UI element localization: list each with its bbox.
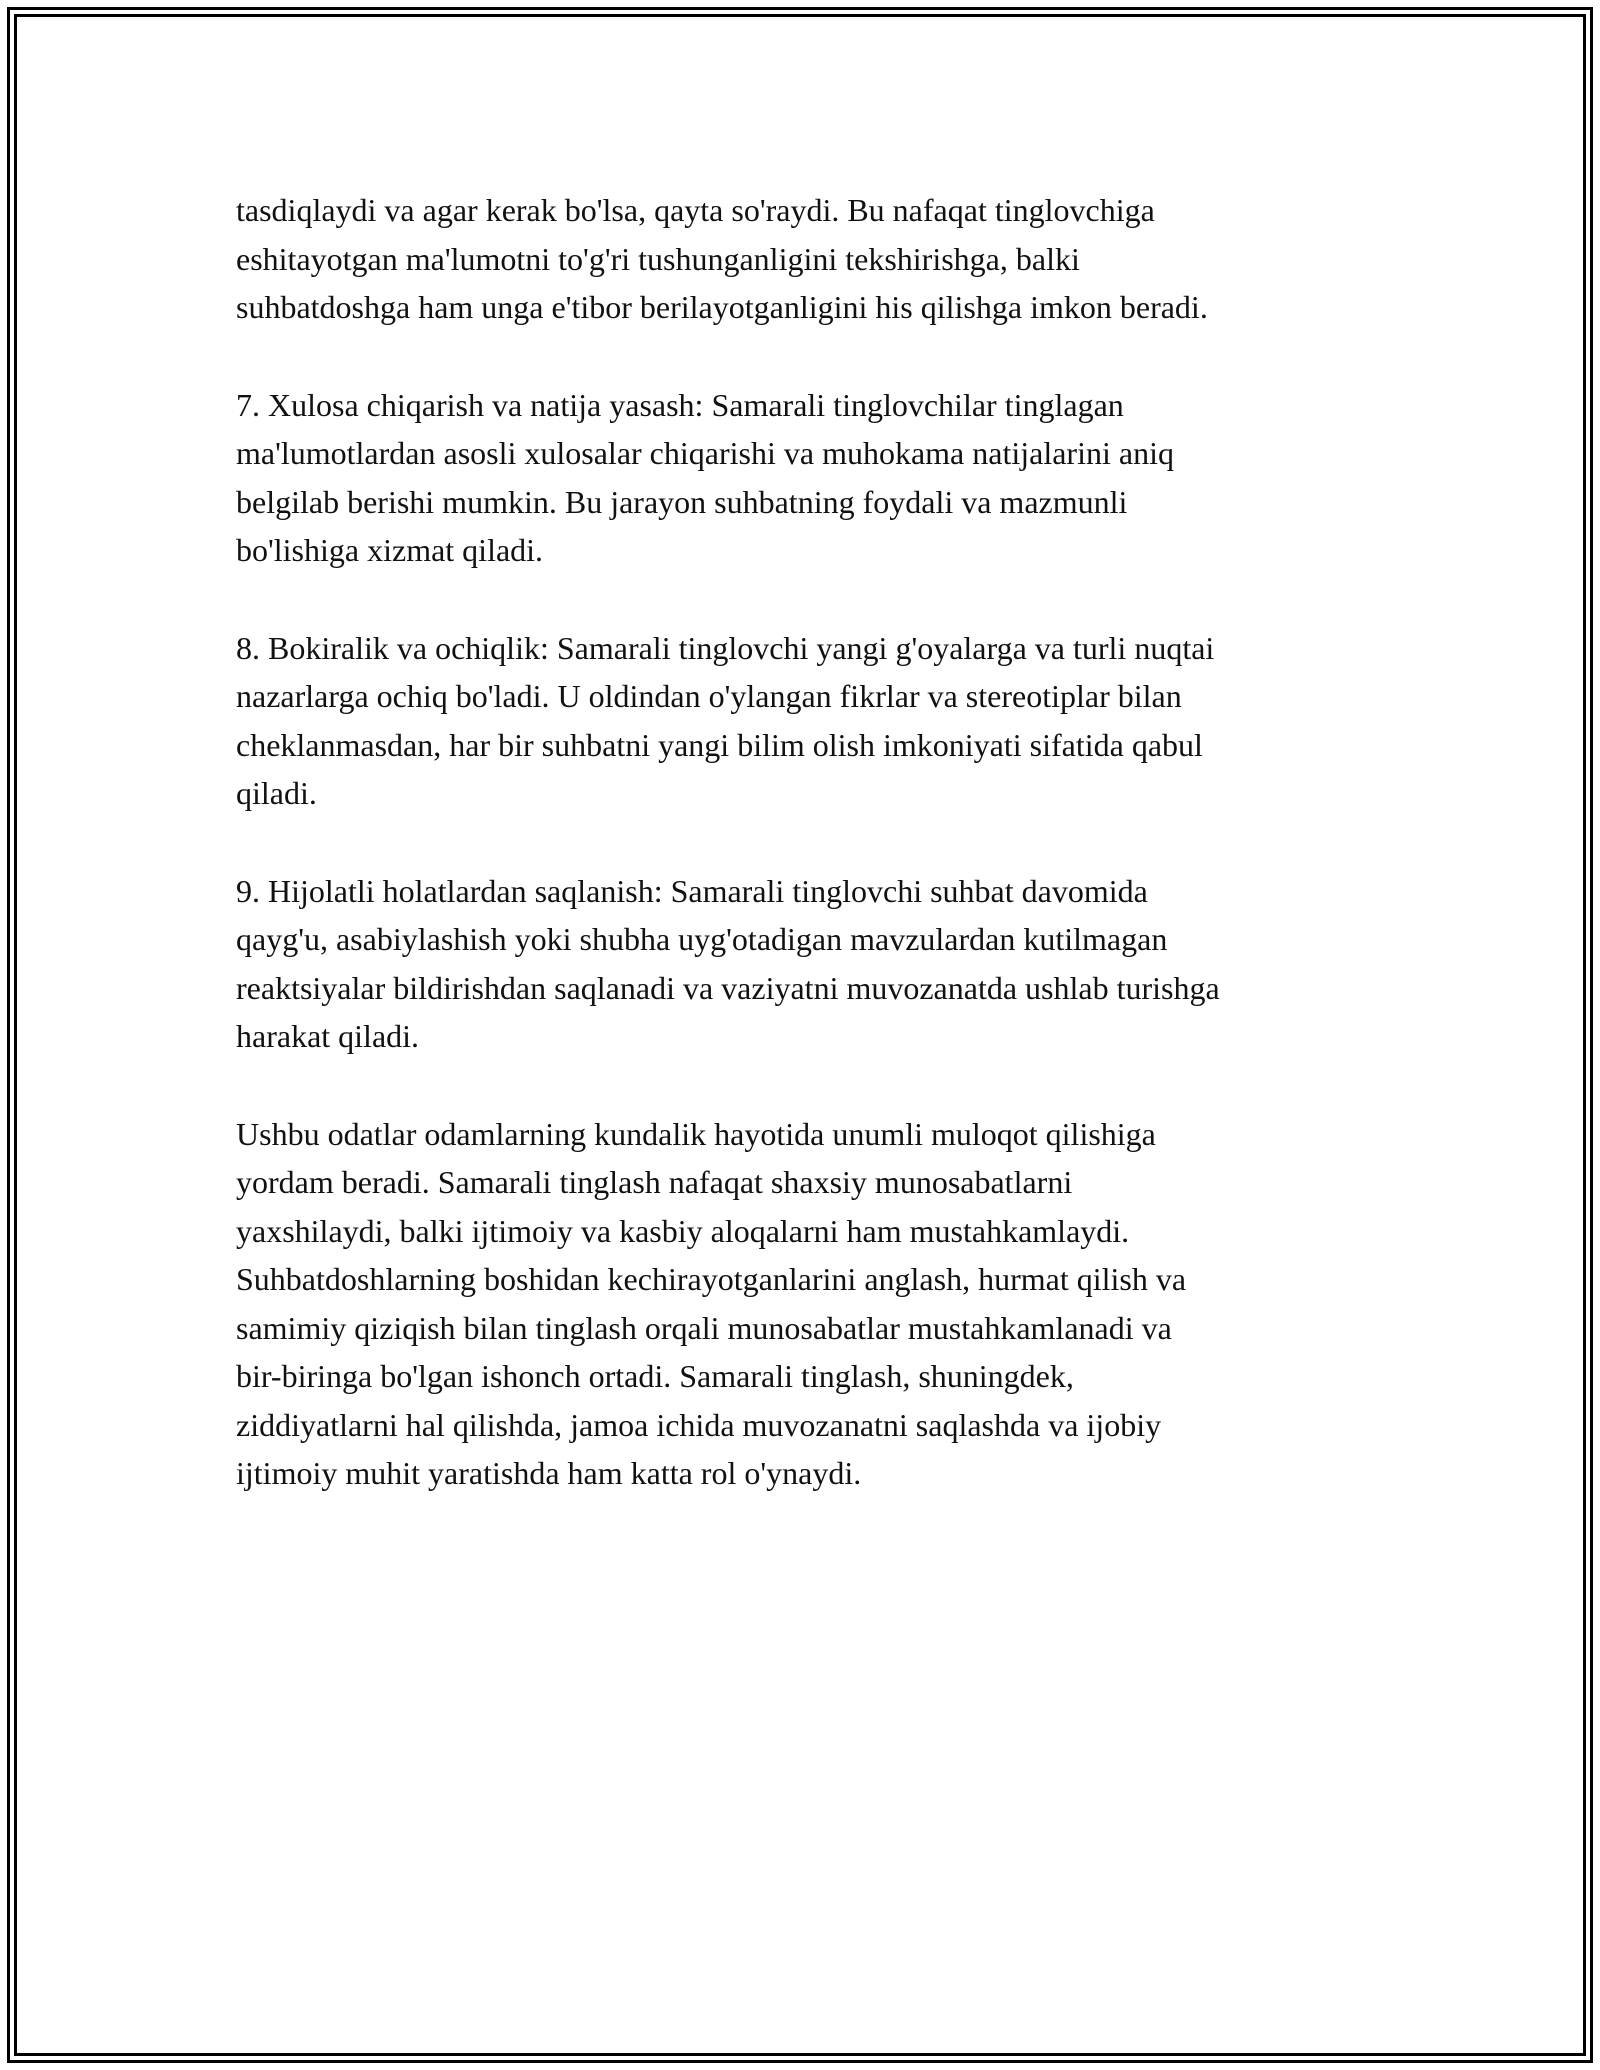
paragraph-item-8: 8. Bokiralik va ochiqlik: Samarali tinglovchi yangi g'oyalarga va turli nuqtai nazarlarga ochiq bo'ladi. U oldindan o'ylangan fikrlar va stereotiplar bilan cheklanmasdan, har bir suhbatni yangi bilim olish imkoniyati sifatida qabul qiladi.	[236, 629, 1215, 811]
paragraph-continuation: tasdiqlaydi va agar kerak bo'lsa, qayta so'raydi. Bu nafaqat tinglovchiga eshitayotgan ma'lumotni to'g'ri tushunganligini tekshirishga, balki suhbatdoshga ham unga e'tibor berilayotganligini his qilishga imkon beradi.	[236, 192, 1208, 325]
paragraph-conclusion: Ushbu odatlar odamlarning kundalik hayotida unumli muloqot qilishiga yordam beradi. Samarali tinglash nafaqat shaxsiy munosabatlarni yaxshilaydi, balki ijtimoiy va kasbiy aloqalarni ham mustahkamlaydi. Suhbatdoshlarning boshidan kechirayotganlarini anglash, hurmat qilish va samimiy qiziqish bilan tinglash orqali munosabatlar mustahkamlanadi va bir-biringa bo'lgan ishonch ortadi. Samarali tinglash, shuningdek, ziddiyatlarni hal qilishda, jamoa ichida muvozanatni saqlashda va ijobiy ijtimoiy muhit yaratishda ham katta rol o'ynaydi.	[236, 1115, 1187, 1491]
document-body	[236, 186, 1376, 1547]
paragraph-item-7: 7. Xulosa chiqarish va natija yasash: Samarali tinglovchilar tinglagan ma'lumotlardan asosli xulosalar chiqarishi va muhokama natijalarini aniq belgilab berishi mumkin. Bu jarayon suhbatning foydali va mazmunli bo'lishiga xizmat qiladi.	[236, 386, 1174, 568]
paragraph-item-9: 9. Hijolatli holatlardan saqlanish: Samarali tinglovchi suhbat davomida qayg'u, asabiylashish yoki shubha uyg'otadigan mavzulardan kutilmagan reaktsiyalar bildirishdan saqlanadi va vaziyatni muvozanatda ushlab turishga harakat qiladi.	[236, 872, 1220, 1054]
